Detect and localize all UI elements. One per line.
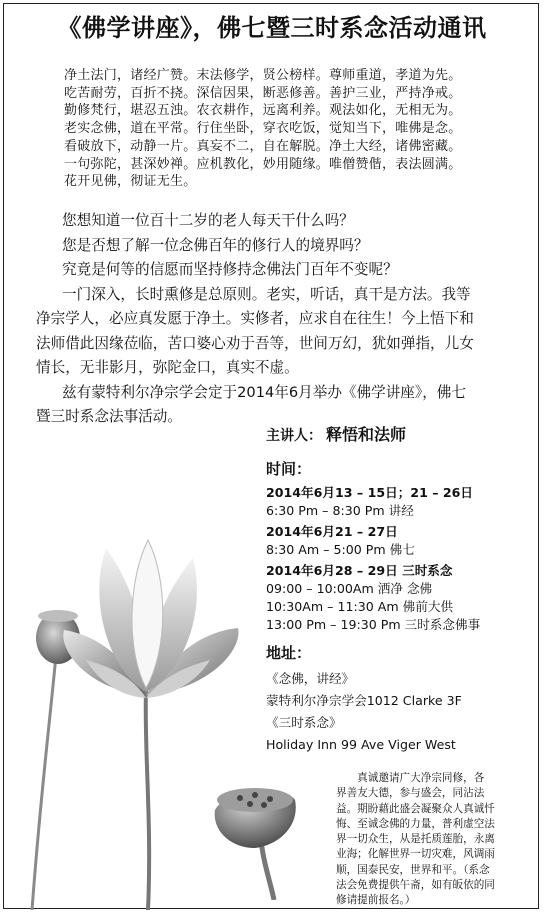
verse-line: 吃苦耐劳，百折不挠。深信因果，断恶修善。善护三业，严持净戒。 xyxy=(64,85,462,101)
verse-line: 勤修梵行，堪忍五浊。农衣耕作，远离利养。观法如化，无相无为。 xyxy=(64,103,462,119)
address-2-place: Holiday Inn 99 Ave Viger West xyxy=(266,737,456,752)
paragraph-1-line: 一门深入，长时熏修是总原则。老实，听话，真干是方法。我等 xyxy=(62,285,471,303)
paragraph-1-line: 情长，无非影月，弥陀金口，真实不虚。 xyxy=(36,359,299,376)
invitation-line: 顺，国泰民安，世界和平。（系念 xyxy=(336,863,490,876)
verse-line: 看破放下，动静一片。真妄不二，自在解脱。净土大经，诸佛密藏。 xyxy=(64,138,462,154)
time-heading: 时间： xyxy=(266,460,312,478)
verse-line: 花开见佛，彻证无生。 xyxy=(64,174,197,190)
invitation-line: 法会免费提供午斋，如有皈依的同 xyxy=(336,879,495,892)
question-3: 究竟是何等的信愿而坚持修持念佛法门百年不变呢？ xyxy=(62,261,398,278)
address-1-label: 《念佛，讲经》 xyxy=(266,671,355,686)
address-1-place: 蒙特利尔净宗学会1012 Clarke 3F xyxy=(266,693,462,708)
paragraph-2-line: 暨三时系念法事活动。 xyxy=(36,408,182,425)
session-1-time: 6:30 Pm – 8:30 Pm 讲经 xyxy=(266,503,414,518)
speaker-name: 释悟和法师 xyxy=(326,425,407,444)
session-3-date: 2014年6月28 – 29日 三时系念 xyxy=(266,563,453,578)
session-1-date: 2014年6月13 – 15日；21 – 26日 xyxy=(266,485,474,500)
page-title: 《佛学讲座》，佛七暨三时系念活动通讯 xyxy=(57,14,487,42)
session-2-time: 8:30 Am – 5:00 Pm 佛七 xyxy=(266,542,415,557)
verse-line: 一句弥陀，甚深妙禅。应机教化，妙用随缘。唯僧赞偕，表法圆满。 xyxy=(64,156,462,172)
address-heading: 地址： xyxy=(266,644,312,662)
invitation-line: 益。期盼藉此盛会凝聚众人真诚忏 xyxy=(336,802,495,815)
session-3-item: 09:00 – 10:00Am 洒净 念佛 xyxy=(266,581,433,596)
invitation-line: 真诚邀请广大净宗同修，各 xyxy=(336,772,485,784)
session-3-item: 10:30Am – 11:30 Am 佛前大供 xyxy=(266,599,454,614)
invitation-line: 界一切众生，从是托质莲胎，永离 xyxy=(336,833,495,846)
address-2-label: 《三时系念》 xyxy=(266,715,342,730)
event-info xyxy=(266,426,536,756)
speaker-row xyxy=(266,426,536,452)
paragraph-1-line: 法师借此因缘莅临，苦口婆心劝于吾等，世间万幻，犹如弹指，儿女 xyxy=(36,334,474,352)
invitation-text xyxy=(336,771,520,909)
question-2: 您是否想了解一位念佛百年的修行人的境界吗？ xyxy=(62,236,369,254)
invitation-line: 界善友大德，参与盛会，同沾法 xyxy=(336,787,485,800)
speaker-label: 主讲人： xyxy=(266,428,322,444)
invitation-line: 修请提前报名。） xyxy=(336,894,416,907)
invitation-line: 业海；化解世界一切灾难，风调雨 xyxy=(336,848,495,861)
verse-line: 老实念佛，道在平常。行住坐卧，穿衣吃饭，觉知当下，唯佛是念。 xyxy=(64,121,462,137)
paragraph-2-line: 兹有蒙特利尔净宗学会定于2014年6月举办《佛学讲座》，佛七 xyxy=(62,383,466,401)
question-1: 您想知道一位百十二岁的老人每天干什么吗？ xyxy=(62,212,354,229)
verse-block xyxy=(64,67,504,191)
invitation-line: 悔、至诚念佛的力量，普利虚空法 xyxy=(336,817,495,830)
lotus-seed-pod-image xyxy=(200,770,310,900)
body-text xyxy=(36,209,522,430)
paragraph-1-line: 净宗学人，必应真发愿于净土。实修者，应求自在往生！今上悟下和 xyxy=(36,310,474,327)
verse-line: 净土法门，诸经广赞。末法修学，贤公榜样。尊师重道，孝道为先。 xyxy=(64,68,462,83)
session-3-item: 13:00 Pm – 19:30 Pm 三时系念佛事 xyxy=(266,617,481,632)
session-2-date: 2014年6月21 – 27日 xyxy=(266,524,398,539)
